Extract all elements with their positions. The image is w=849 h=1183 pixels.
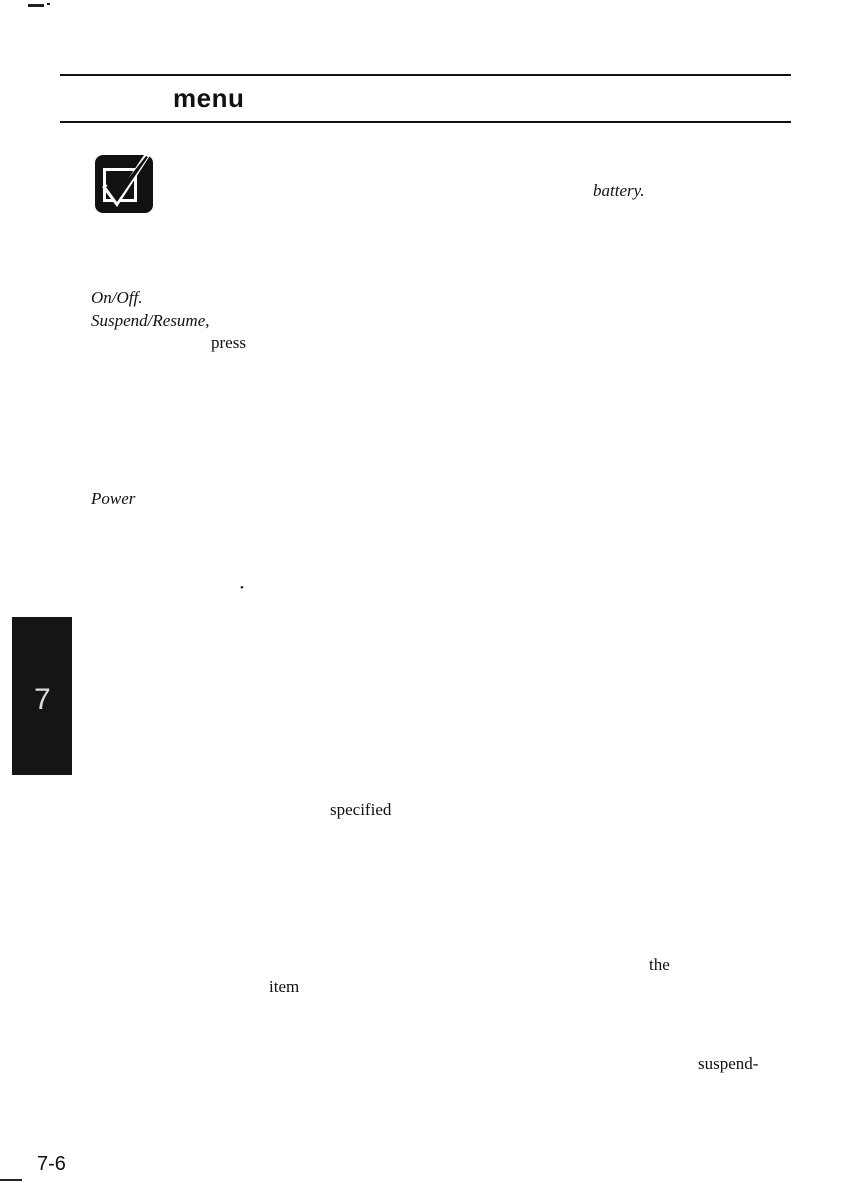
- specified-text: specified: [330, 800, 392, 819]
- page-number: 7-6: [37, 1153, 66, 1175]
- suspend-resume-text: Suspend/Resume,: [91, 311, 210, 330]
- on-off-text: On/Off.: [91, 288, 143, 307]
- checkmark-box-icon: [94, 150, 154, 214]
- press-text: press: [211, 333, 246, 352]
- power-text: Power: [91, 489, 136, 508]
- the-text: the: [649, 955, 670, 974]
- item-text: item: [269, 977, 300, 996]
- chapter-tab-number: 7: [34, 683, 51, 716]
- scan-speck: [28, 4, 44, 7]
- suspend-text: suspend-: [698, 1054, 759, 1073]
- section-heading: menu: [173, 83, 245, 113]
- header-top-rule: [60, 74, 791, 76]
- note-text: battery.: [593, 181, 645, 200]
- bullet-dot: •: [240, 582, 244, 594]
- chapter-tab: [12, 617, 72, 775]
- scan-speck: [0, 1179, 22, 1181]
- header-bottom-rule: [60, 121, 791, 123]
- scan-speck: [47, 3, 50, 5]
